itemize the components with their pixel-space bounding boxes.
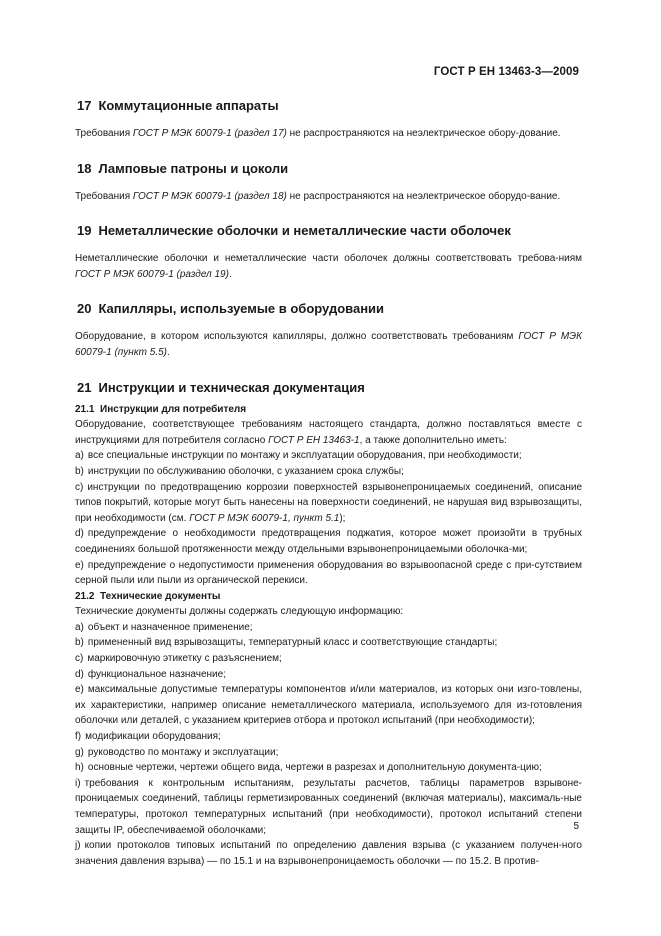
section-text-17: Требования ГОСТ Р МЭК 60079-1 (раздел 17) не распространяются на неэлектрическое обору-дование.: [75, 128, 561, 139]
standard-reference: ГОСТ Р МЭК 60079-1 (раздел 19): [75, 268, 229, 280]
list-item: h) основные чертежи, чертежи общего вида, чертежи в разрезах и дополнительную документа-цию;: [75, 762, 542, 774]
list-item: i) требования к контрольным испытаниям, результаты расчетов, таблицы параметров взрывоне-проницаемых соединений, таблицы герметизированных соединений (включая материалы), максималь-ные температуры, протокол температурных испытаний (при необходимости), протокол испытаний степени защиты IP, обеспечиваемой оболочками;: [75, 777, 582, 836]
section-text-20: Оборудование, в котором используются капилляры, должно соответствовать требованиям ГОСТ Р МЭК 60079-1 (пункт 5.5).: [75, 331, 582, 358]
section-text-18: Требования ГОСТ Р МЭК 60079-1 (раздел 18) не распространяются на неэлектрическое оборудо-вание.: [75, 190, 561, 202]
list-item: d) предупреждение о необходимости предотвращения поджатия, которое может произойти в трубных соединениях большой протяженности между отдельными взрывонепроницаемыми оболочка-ми;: [75, 528, 582, 555]
page-content: [75, 98, 582, 869]
list-item: c) маркировочную этикетку с разъяснением;: [75, 653, 282, 665]
subsection-intro-21-2: Технические документы должны содержать следующую информацию:: [75, 606, 404, 618]
list-item: f) модификации оборудования;: [75, 731, 221, 743]
subsection-heading-21-1: 21.1 Инструкции для потребителя: [75, 403, 247, 415]
section-heading-21: 21 Инструкции и техническая документация: [77, 379, 365, 395]
list-item: e) предупреждение о недопустимости применения оборудования во взрывоопасной среде с при-сутствием серной пыли или пыли из органической перекиси.: [75, 559, 582, 587]
page-number: 5: [573, 821, 579, 832]
section-heading-17: 17 Коммутационные аппараты: [77, 98, 279, 113]
standard-reference: ГОСТ Р МЭК 60079-1 (раздел 18): [132, 190, 287, 202]
section-text-19: Неметаллические оболочки и неметаллические части оболочек должны соответствовать требова-ниям ГОСТ Р МЭК 60079-1 (раздел 19).: [75, 253, 582, 280]
list-item: b) инструкции по обслуживанию оболочки, с указанием срока службы;: [75, 465, 404, 477]
list-item: d) функциональное назначение;: [75, 668, 226, 680]
list-item: a) объект и назначенное применение;: [75, 621, 253, 633]
list-item: j) копии протоколов типовых испытаний по определению давления взрыва (с указанием получен-ного значения давления взрыва) — по 15.1 и на взрывонепроницаемость оболочки — по 15.2. В против-: [75, 840, 582, 867]
standard-reference: ГОСТ Р ЕН 13463-1: [268, 434, 360, 446]
list-item: b) примененный вид взрывозащиты, температурный класс и соответствующие стандарты;: [75, 637, 498, 649]
document-code-header: ГОСТ Р ЕН 13463-3—2009: [433, 66, 579, 78]
standard-reference: ГОСТ Р МЭК 60079-1 (раздел 17): [132, 128, 287, 139]
section-heading-18: 18 Ламповые патроны и цоколи: [77, 160, 289, 176]
list-item: g) руководство по монтажу и эксплуатации;: [75, 746, 279, 758]
standard-reference: ГОСТ Р МЭК 60079-1 (пункт 5.5): [75, 331, 582, 358]
list-item: a) все специальные инструкции по монтажу и эксплуатации оборудования, при необходимости;: [75, 450, 522, 462]
section-heading-19: 19 Неметаллические оболочки и неметаллические части оболочек: [77, 223, 511, 239]
subsection-heading-21-2: 21.2 Технические документы: [75, 590, 221, 602]
list-item: e) максимальные допустимые температуры компонентов и/или материалов, из которых они изго-товлены, их характеристики, например описание неметаллического материала, используемого для из-готовления оболочки или деталей, с указанием критериев отбора и протокол испытаний (при необходимости);: [75, 684, 582, 727]
standard-reference: ГОСТ Р МЭК 60079-1, пункт 5.1: [189, 512, 340, 524]
list-item: c) инструкции по предотвращению коррозии поверхностей взрывонепроницаемых соединений, описание типов покрытий, которые могут быть нанесены на поверхности соединений, не нарушая вид взрывозащиты, при необходимости (см. ГОСТ Р МЭК 60079-1, пункт 5.1);: [75, 481, 582, 524]
technical-documents-list: [75, 620, 582, 870]
subsection-intro-21-1: Оборудование, соответствующее требованиям настоящего стандарта, должно поставляться вместе с инструкциями для потребителя согласно ГОСТ Р ЕН 13463-1, а также дополнительно иметь:: [75, 419, 582, 446]
section-heading-20: 20 Капилляры, используемые в оборудовании: [77, 301, 385, 317]
instructions-list: [75, 448, 582, 588]
